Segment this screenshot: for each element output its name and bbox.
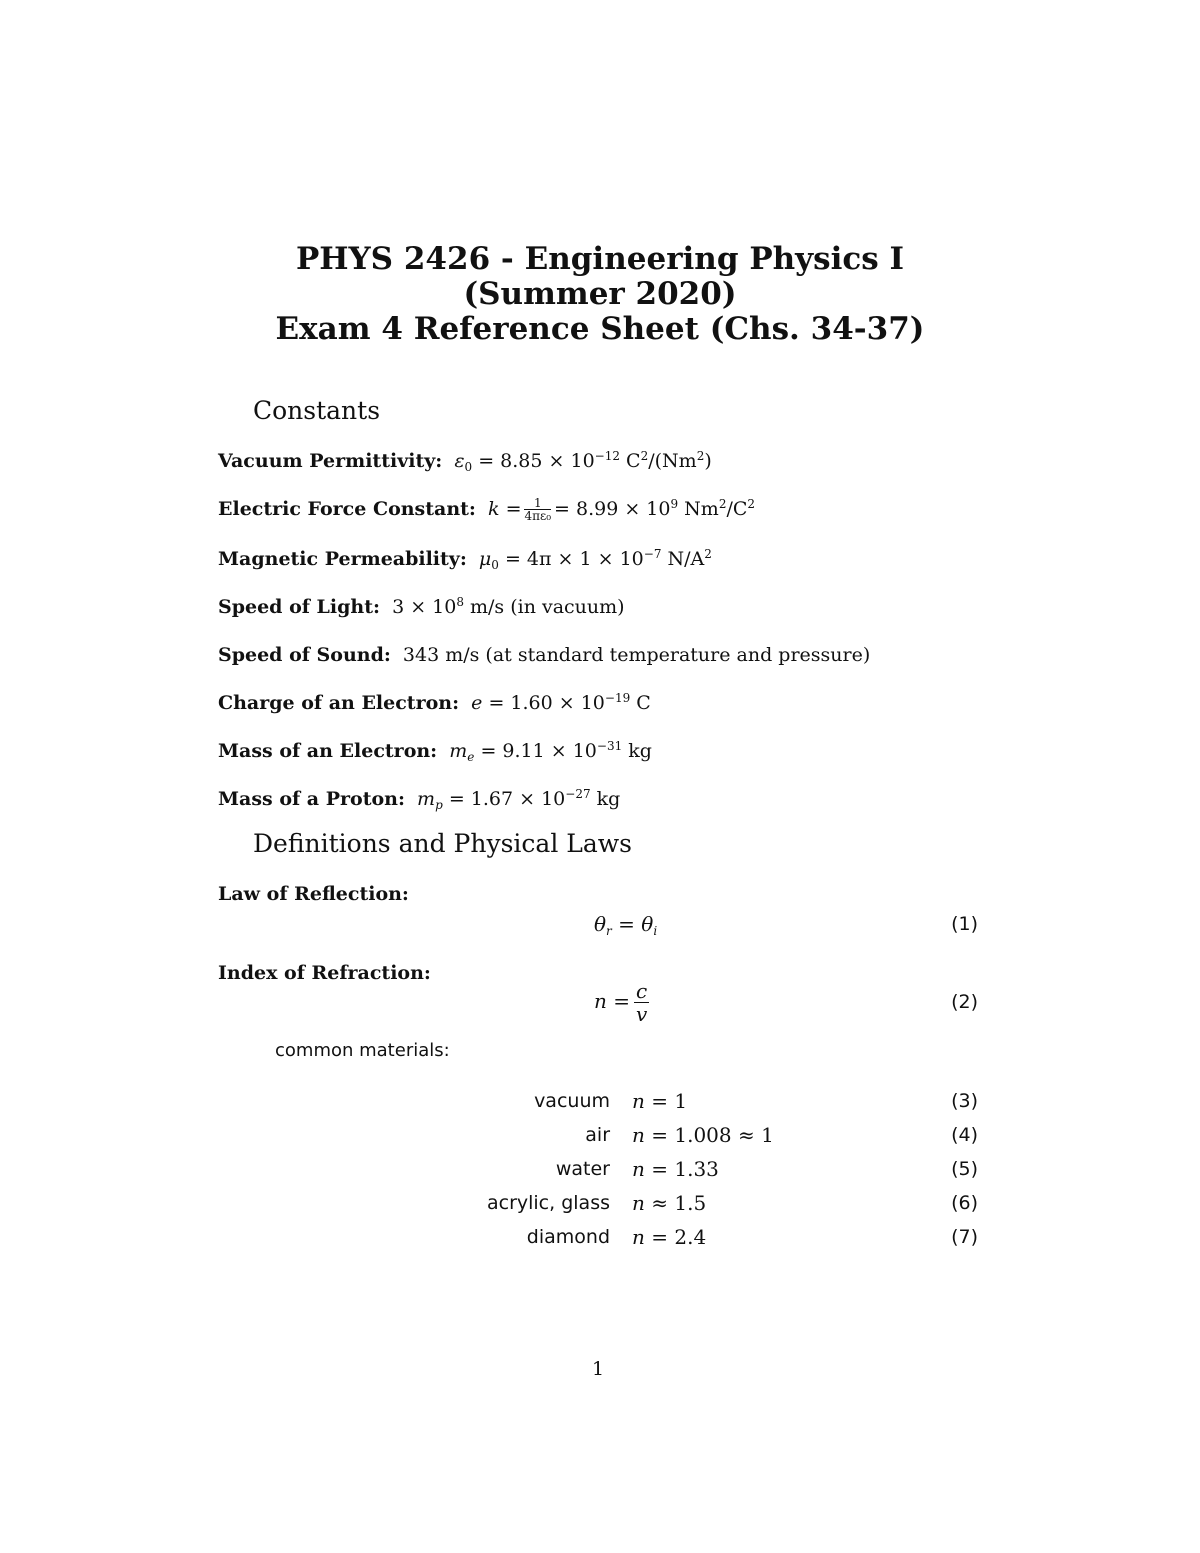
permeability-label: Magnetic Permeability: [218, 548, 467, 570]
permeability-value: $\mu_0 = 4\pi \times 1 \times 10^{-7}$ $N/A^2$ [478, 547, 712, 572]
permittivity-label: Vacuum Permittivity: [218, 450, 443, 472]
force-constant-row [218, 497, 755, 522]
refraction-fraction: $\frac{c}{v}$ [635, 979, 648, 1026]
constants-heading: Constants [253, 396, 381, 425]
reflection-equation: $\theta_r = \theta_i$ [594, 912, 658, 938]
equation-number-4: (4) [951, 1124, 978, 1146]
electron-charge-label: Charge of an Electron: [218, 692, 460, 714]
electron-charge-value: $e = 1.60 \times 10^{-19}$ C [471, 691, 651, 714]
force-constant-fraction: $\frac{1}{\text{4πε₀}}$ [524, 496, 552, 523]
force-constant-label: Electric Force Constant: [218, 497, 476, 520]
title-line-1: PHYS 2426 - Engineering Physics I [295, 241, 905, 277]
material-value: n = 1.33 [632, 1157, 719, 1181]
material-name: water [555, 1158, 610, 1180]
equation-number-5: (5) [951, 1158, 978, 1180]
common-materials-label: common materials: [275, 1040, 450, 1061]
permittivity-row [218, 450, 712, 472]
material-value: n = 1.008 ≈ 1 [632, 1123, 774, 1147]
speed-of-sound-label: Speed of Sound: [218, 644, 391, 666]
equation-number-6: (6) [951, 1192, 978, 1214]
title-line-2: (Summer 2020) [463, 276, 737, 312]
equation-number-1: (1) [951, 913, 978, 935]
material-value: n ≈ 1.5 [632, 1191, 707, 1215]
material-value: n = 1 [632, 1089, 688, 1113]
page-title [0, 242, 1200, 347]
refraction-equation: n = $\frac{c}{v}$ [594, 979, 648, 1026]
equation-number-7: (7) [951, 1226, 978, 1248]
material-name: acrylic, glass [486, 1192, 610, 1214]
proton-mass-label: Mass of a Proton: [218, 788, 405, 810]
refraction-label: Index of Refraction: [218, 962, 431, 984]
material-name: diamond [526, 1226, 610, 1248]
title-line-3: Exam 4 Reference Sheet (Chs. 34-37) [275, 311, 925, 347]
reflection-label: Law of Reflection: [218, 883, 409, 905]
material-name: air [585, 1124, 610, 1146]
electron-mass-label: Mass of an Electron: [218, 740, 438, 762]
permeability-row [218, 548, 712, 570]
material-value: n = 2.4 [632, 1225, 707, 1249]
speed-of-light-value: $3 \times 10^8$ m/s (in vacuum) [392, 595, 625, 618]
proton-mass-value: $m_p = 1.67 \times 10^{-27}$ kg [417, 787, 621, 812]
electron-charge-row [218, 692, 651, 714]
proton-mass-row [218, 788, 620, 810]
electron-mass-value: $m_e = 9.11 \times 10^{-31}$ kg [449, 739, 652, 764]
speed-of-light-label: Speed of Light: [218, 596, 381, 618]
force-constant-value: k = $\frac{1}{\text{4πε₀}}$ = $8.99 \times 10^9$ $Nm^2/C^2$ [488, 496, 756, 523]
equation-number-3: (3) [951, 1090, 978, 1112]
speed-of-sound-row [218, 644, 870, 666]
equation-number-2: (2) [951, 991, 978, 1013]
electron-mass-row [218, 740, 652, 762]
speed-of-light-row [218, 596, 625, 618]
permittivity-value: $\varepsilon_0 = 8.85 \times 10^{-12}$ $C^2/(Nm^2)$ [454, 449, 712, 474]
laws-heading: Definitions and Physical Laws [253, 829, 632, 858]
page-number: 1 [592, 1358, 605, 1380]
material-name: vacuum [534, 1090, 610, 1112]
speed-of-sound-value: 343 m/s (at standard temperature and pressure) [402, 644, 871, 666]
